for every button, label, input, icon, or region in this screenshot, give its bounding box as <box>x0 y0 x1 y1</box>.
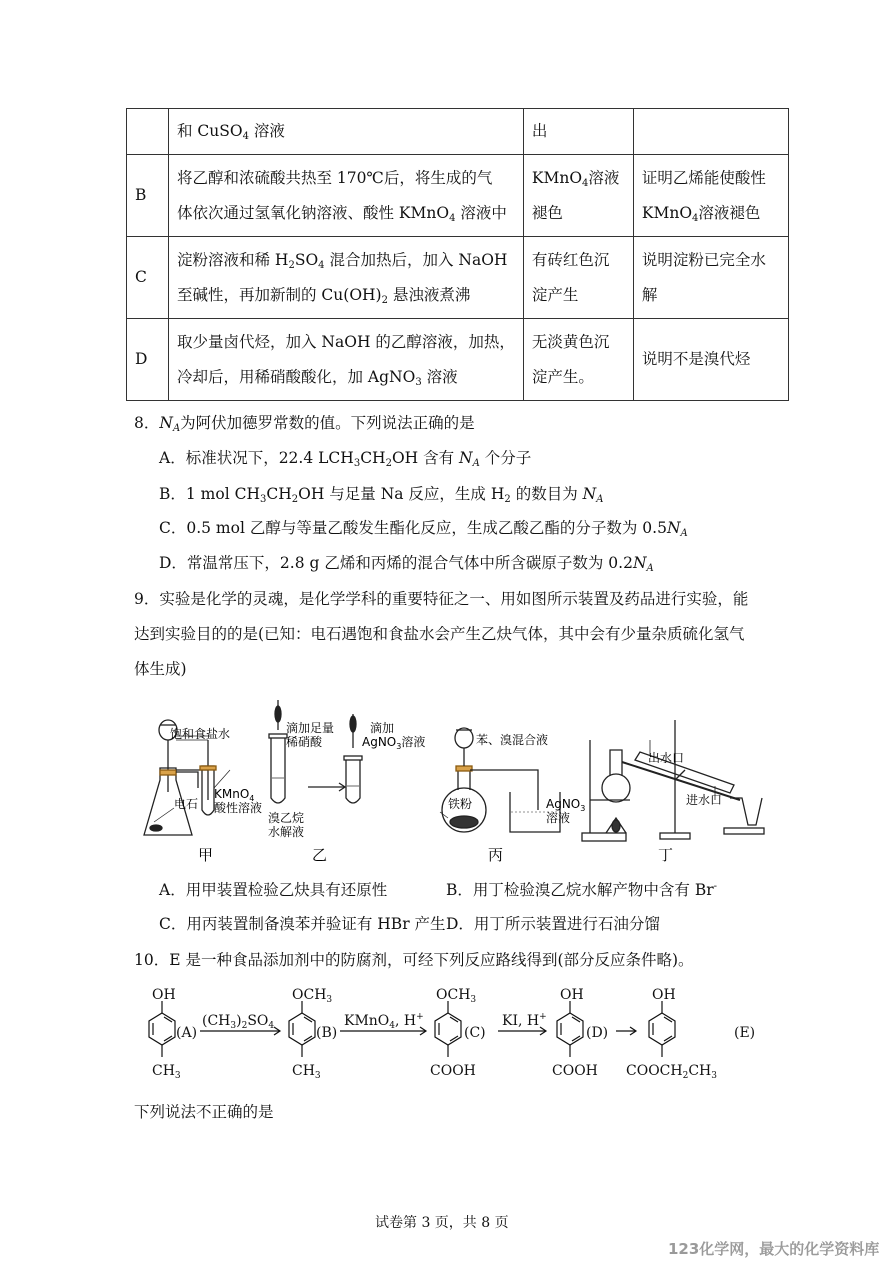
reaction-scheme <box>130 985 770 1085</box>
question-8-stem: 8．$N_A$为阿伏加德罗常数的值。下列说法正确的是 <box>134 414 475 434</box>
question-9-option-d[interactable]: D．用丁所示装置进行石油分馏 <box>446 915 660 933</box>
row-label: B <box>127 155 169 237</box>
table-cell: 出 <box>523 109 633 155</box>
caption-bing: 丙 <box>488 846 504 864</box>
label-hno3-line1: 滴加足量 <box>286 721 335 735</box>
label-water-outlet: 出水口 <box>648 751 685 765</box>
question-8-option-d[interactable]: D．常温常压下，2.8 g 乙烯和丙烯的混合气体中所含碳原子数为 $0.2N_A$ <box>159 554 654 574</box>
label-saltwater: 饱和食盐水 <box>170 727 231 741</box>
label-agno3-line1: 滴加 <box>370 721 395 735</box>
row-label: C <box>127 237 169 319</box>
label-kmno4: KMnO$_4$ <box>214 787 255 803</box>
table-row <box>127 155 789 237</box>
label-beaker-agno3: AgNO$_3$ <box>546 797 586 813</box>
table-cell: 将乙醇和浓硫酸共热至 170℃后，将生成的气 体依次通过氢氧化钠溶液、酸性 KMnO$_4$ 溶液中 <box>169 155 524 237</box>
reagent-2: KMnO$_4$, H+ <box>344 1012 424 1031</box>
label-benzene-bromine: 苯、溴混合液 <box>476 733 549 747</box>
compound-a-top: OH <box>152 987 176 1003</box>
apparatus-ding <box>582 720 764 841</box>
table-cell: 淀粉溶液和稀 $H_2SO_4$ 混合加热后，加入 NaOH 至碱性，再加新制的 $Cu(OH)_2$ 悬浊液煮沸 <box>169 237 524 319</box>
question-9-stem-line1: 9．实验是化学的灵魂，是化学学科的重要特征之一、用如图所示装置及药品进行实验，能 <box>134 590 749 608</box>
apparatus-yi <box>269 700 362 803</box>
options-table <box>126 108 789 401</box>
compound-c-label: (C) <box>464 1025 486 1041</box>
caption-ding: 丁 <box>658 846 674 864</box>
table-cell: 取少量卤代烃，加入 NaOH 的乙醇溶液，加热， 冷却后，用稀硝酸酸化，加 AgNO$_3$ 溶液 <box>169 319 524 401</box>
apparatus-figure <box>130 700 770 870</box>
compound-d-label: (D) <box>586 1025 609 1041</box>
label-hydrolysate-line2: 水解液 <box>268 825 305 839</box>
question-9-option-a[interactable]: A．用甲装置检验乙炔具有还原性 <box>159 881 388 899</box>
table-row <box>127 109 789 155</box>
compound-e-top: OH <box>652 987 676 1003</box>
question-9-option-b[interactable]: B．用丁检验溴乙烷水解产物中含有 Br- <box>446 881 718 899</box>
watermark-text: 123化学网，最大的化学资料库 <box>668 1240 880 1258</box>
table-cell: 和 CuSO$_4$ 溶液 <box>169 109 524 155</box>
row-label <box>127 109 169 155</box>
table-cell: 说明不是溴代烃 <box>633 319 788 401</box>
caption-jia: 甲 <box>198 846 214 864</box>
reagent-3: KI, H+ <box>502 1012 547 1029</box>
compound-d-top: OH <box>560 987 584 1003</box>
caption-yi: 乙 <box>312 846 328 864</box>
label-iron-powder: 铁粉 <box>448 797 473 811</box>
label-hydrolysate-line1: 溴乙烷 <box>268 811 305 825</box>
table-cell: 证明乙烯能使酸性 KMnO$_4$溶液褪色 <box>633 155 788 237</box>
question-9-stem-line2: 达到实验目的的是(已知：电石遇饱和食盐水会产生乙炔气体，其中会有少量杂质硫化氢气 <box>134 625 745 643</box>
question-8-option-c[interactable]: C．0.5 mol 乙醇与等量乙酸发生酯化反应，生成乙酸乙酯的分子数为 $0.5N_A$ <box>159 519 688 539</box>
compound-b-bottom: $CH_3$ <box>292 1063 321 1081</box>
reagent-1: $(CH_3)_2SO_4$ <box>202 1013 275 1031</box>
table-cell: 有砖红色沉 淀产生 <box>523 237 633 319</box>
compound-e-label: (E) <box>734 1025 756 1041</box>
page-footer: 试卷第 3 页，共 8 页 <box>375 1215 509 1231</box>
question-9-stem-line3: 体生成) <box>134 660 187 678</box>
table-cell <box>633 109 788 155</box>
label-hno3-line2: 稀硝酸 <box>286 735 323 749</box>
table-cell: 无淡黄色沉 淀产生。 <box>523 319 633 401</box>
label-agno3-line2: AgNO$_3$溶液 <box>362 735 426 751</box>
compound-b-top: $OCH_3$ <box>292 987 333 1005</box>
label-carbide: 电石 <box>174 797 199 811</box>
label-beaker-solution: 溶液 <box>546 811 571 825</box>
row-label: D <box>127 319 169 401</box>
question-9-option-c[interactable]: C．用丙装置制备溴苯并验证有 HBr 产生 <box>159 915 446 933</box>
question-8-option-b[interactable]: B．1 mol $CH_3CH_2OH$ 与足量 Na 反应，生成 $H_2$ 的数目为 $N_A$ <box>159 485 604 505</box>
compound-e-bottom: $COOCH_2CH_3$ <box>626 1063 717 1081</box>
table-row <box>127 237 789 319</box>
compound-a-label: (A) <box>176 1025 198 1041</box>
compound-d-bottom: COOH <box>552 1063 598 1079</box>
compound-b-label: (B) <box>316 1025 338 1041</box>
question-10-prompt: 下列说法不正确的是 <box>134 1103 274 1121</box>
label-acid-solution: 酸性溶液 <box>214 801 263 815</box>
table-row <box>127 319 789 401</box>
table-cell: KMnO$_4$溶液 褪色 <box>523 155 633 237</box>
question-8-option-a[interactable]: A．标准状况下，22.4 $LCH_3CH_2OH$ 含有 $N_A$ 个分子 <box>159 449 532 469</box>
compound-c-bottom: COOH <box>430 1063 476 1079</box>
label-water-inlet: 进水口 <box>686 793 723 807</box>
compound-a-bottom: $CH_3$ <box>152 1063 181 1081</box>
compound-c-top: $OCH_3$ <box>436 987 477 1005</box>
table-cell: 说明淀粉已完全水 解 <box>633 237 788 319</box>
question-10-stem: 10．E 是一种食品添加剂中的防腐剂，可经下列反应路线得到(部分反应条件略)。 <box>134 951 694 969</box>
